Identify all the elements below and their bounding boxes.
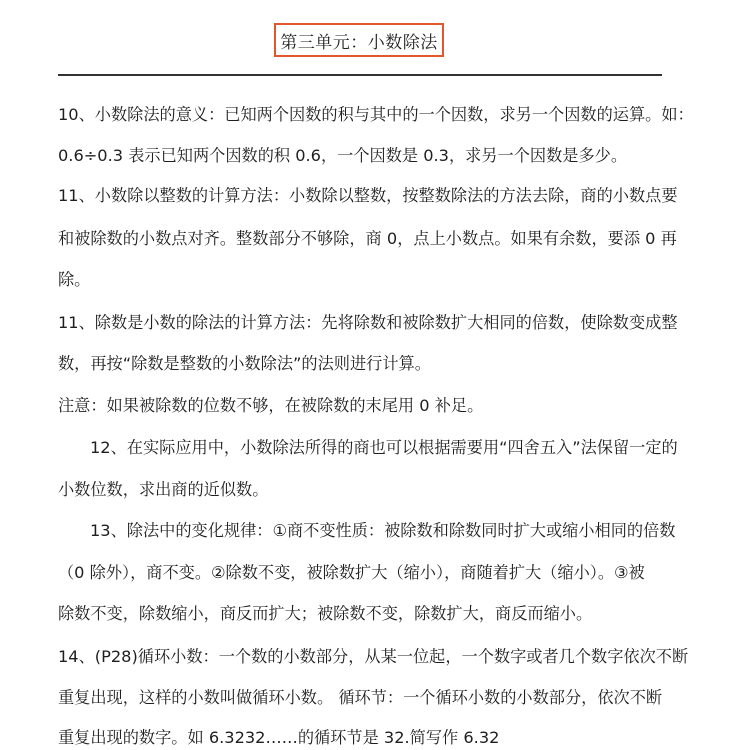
text-line: 除。 bbox=[58, 270, 91, 289]
title-divider bbox=[58, 74, 662, 76]
text-line: 14、(P28)循环小数：一个数的小数部分，从某一位起，一个数字或者几个数字依次不断 bbox=[58, 647, 689, 666]
text-line: 重复出现，这样的小数叫做循环小数。 循环节：一个循环小数的小数部分，依次不断 bbox=[58, 688, 663, 707]
text-line: 0.6÷0.3 表示已知两个因数的积 0.6，一个因数是 0.3，求另一个因数是多少。 bbox=[58, 146, 628, 165]
text-line: 11、除数是小数的除法的计算方法：先将除数和被除数扩大相同的倍数，使除数变成整 bbox=[58, 313, 678, 332]
text-line: 12、在实际应用中，小数除法所得的商也可以根据需要用“四舍五入”法保留一定的 bbox=[90, 438, 678, 457]
unit-title: 第三单元：小数除法 bbox=[274, 23, 444, 57]
text-line: 10、小数除法的意义：已知两个因数的积与其中的一个因数，求另一个因数的运算。如： bbox=[58, 105, 694, 124]
text-line: 11、小数除以整数的计算方法：小数除以整数，按整数除法的方法去除，商的小数点要 bbox=[58, 186, 678, 205]
text-line: 重复出现的数字。如 6.3232……的循环节是 32.简写作 6.32 bbox=[58, 728, 500, 747]
text-line: 13、除法中的变化规律：①商不变性质：被除数和除数同时扩大或缩小相同的倍数 bbox=[90, 521, 676, 540]
text-line: 小数位数，求出商的近似数。 bbox=[58, 480, 269, 499]
text-line: 除数不变，除数缩小，商反而扩大；被除数不变，除数扩大，商反而缩小。 bbox=[58, 604, 593, 623]
text-line: 和被除数的小数点对齐。整数部分不够除，商 0，点上小数点。如果有余数，要添 0 再 bbox=[58, 229, 677, 248]
text-line: 注意：如果被除数的位数不够，在被除数的末尾用 0 补足。 bbox=[58, 396, 484, 415]
text-line: 数，再按“除数是整数的小数除法”的法则进行计算。 bbox=[58, 354, 431, 373]
text-line: （0 除外），商不变。②除数不变，被除数扩大（缩小），商随着扩大（缩小）。③被 bbox=[58, 563, 645, 582]
